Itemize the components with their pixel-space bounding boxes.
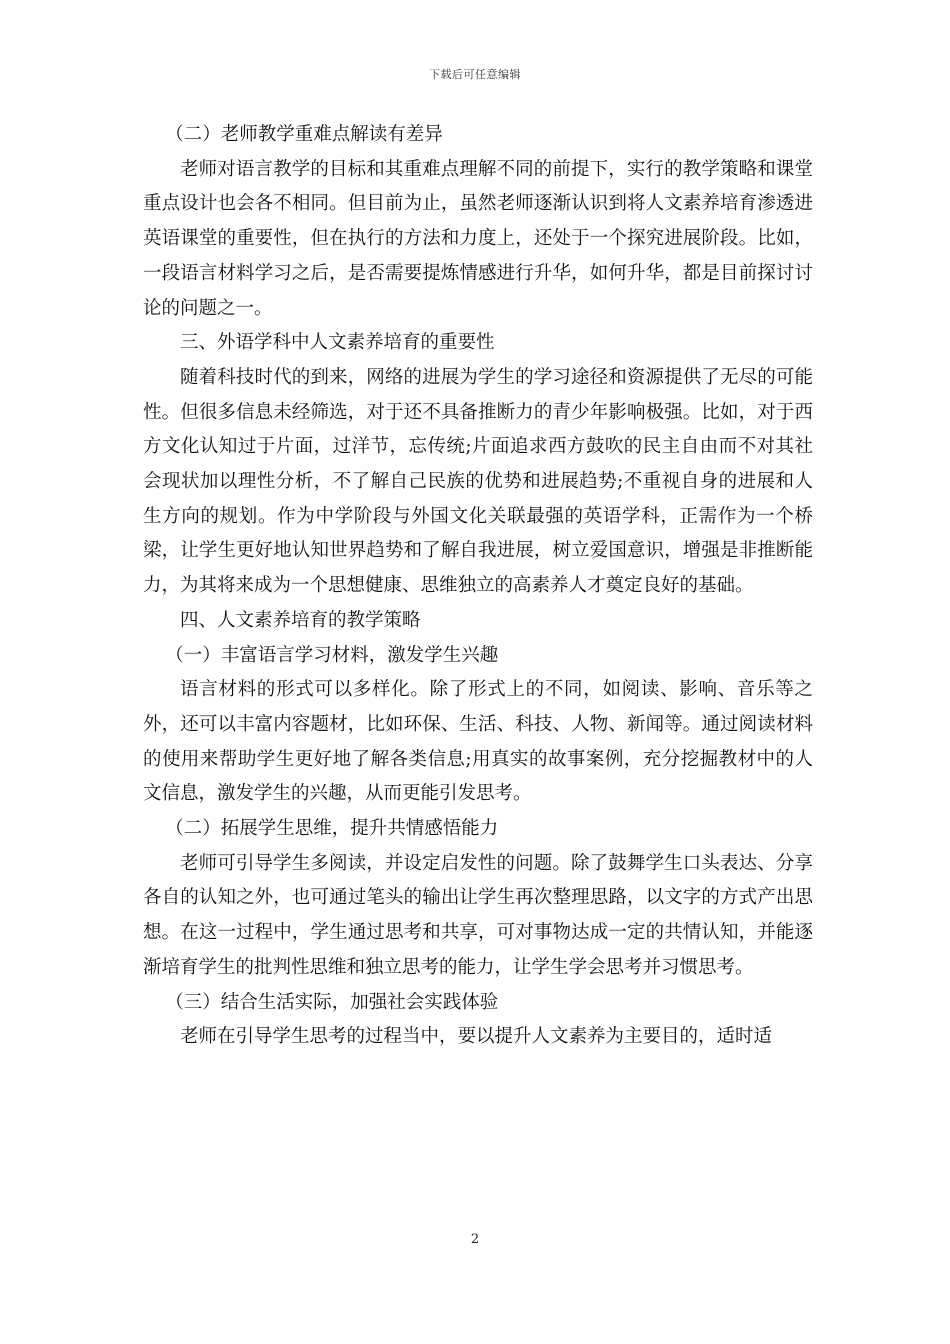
subsection-heading: （一）丰富语言学习材料，激发学生兴趣 — [165, 644, 499, 666]
section-heading: 四、人文素养培育的教学策略 — [180, 609, 421, 631]
subsection-heading: （二）拓展学生思维，提升共情感悟能力 — [165, 818, 499, 840]
document-body — [143, 118, 813, 1055]
paragraph: 老师对语言教学的目标和其重难点理解不同的前提下，实行的教学策略和课堂重点设计也会各不相同。但目前为止，虽然老师逐渐认识到将人文素养培育渗透进英语课堂的重要性，但在执行的方法和力度上，还处于一个探究进展阶段。比如，一段语言材料学习之后，是否需要提炼情感进行升华，如何升华，都是目前探讨讨论的问题之一。 — [143, 158, 813, 319]
paragraph: 语言材料的形式可以多样化。除了形式上的不同，如阅读、影响、音乐等之外，还可以丰富内容题材，比如环保、生活、科技、人物、新闻等。通过阅读材料的使用来帮助学生更好地了解各类信息;用真实的故事案例，充分挖掘教材中的人文信息，激发学生的兴趣，从而更能引发思考。 — [143, 679, 813, 805]
page-header: 下载后可任意编辑 — [429, 68, 521, 81]
paragraph: 老师在引导学生思考的过程当中，要以提升人文素养为主要目的，适时适 — [180, 1026, 773, 1048]
paragraph: 随着科技时代的到来，网络的进展为学生的学习途径和资源提供了无尽的可能性。但很多信息未经筛选，对于还不具备推断力的青少年影响极强。比如，对于西方文化认知过于片面，过洋节，忘传统;片面追求西方鼓吹的民主自由而不对其社会现状加以理性分析，不了解自己民族的优势和进展趋势;不重视自身的进展和人生方向的规划。作为中学阶段与外国文化关联最强的英语学科，正需作为一个桥梁，让学生更好地认知世界趋势和了解自我进展，树立爱国意识，增强是非推断能力，为其将来成为一个思想健康、思维独立的高素养人才奠定良好的基础。 — [143, 366, 813, 597]
page-number: 2 — [470, 1232, 480, 1247]
section-heading: 三、外语学科中人文素养培育的重要性 — [180, 332, 495, 354]
paragraph: 老师可引导学生多阅读，并设定启发性的问题。除了鼓舞学生口头表达、分享各自的认知之外，也可通过笔头的输出让学生再次整理思路，以文字的方式产出思想。在这一过程中，学生通过思考和共享，可对事物达成一定的共情认知，并能逐渐培育学生的批判性思维和独立思考的能力，让学生学会思考并习惯思考。 — [143, 852, 813, 978]
subsection-heading: （二）老师教学重难点解读有差异 — [165, 124, 443, 145]
subsection-heading: （三）结合生活实际，加强社会实践体验 — [165, 991, 499, 1013]
